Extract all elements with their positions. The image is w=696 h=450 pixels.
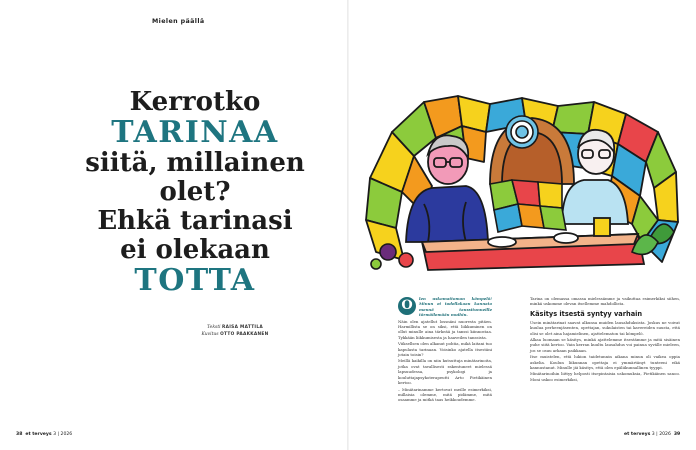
folio-left-page: 38 [16,432,23,437]
folio-right [624,432,680,437]
article-paragraph: Usein minätarinat saavat alkunsa muiden lausahduksista. Joskus ne voivat kuulua perheenjäsenten, opettajan, sukulaisten tai kavereiden suusta, että olisi se olet aina hajamielinen, ajattelematon tai kömpelö. [530,319,680,336]
page-gutter [347,0,349,450]
folio-right-page: 39 [673,432,681,437]
headline-line-5: Ehkä tarinasi [97,206,293,236]
article-paragraph: Itse muistelen, että lukion taidetunnin aikana minun oli vaikea oppia askelia. Koulun liikunnan opettaja ei ymmärtänyt tunteeni eikä kannustanut. Minulle jäi käsitys, että olen epäliikunnallinen tyyppi. [530,354,680,371]
dropcap: O [398,297,416,315]
headline-line-6: ei olekaan [120,235,270,265]
illustration-credit-author: OTTO PAAKKANEN [220,331,269,337]
text-credit-label: Teksti [207,325,221,330]
headline-line-2: TARINAA [111,115,279,150]
folio-left-brand: et terveys [25,432,52,437]
folio-left-issue: 3 | 2026 [53,432,73,437]
article-subhead: Käsitys itsestä syntyy varhain [530,309,643,318]
article-paragraph: Minätarinoihin liittyy helposti itsepintaisia uskomuksia, Pietikäinen sanoo. Moni uskoo esimerkiksi, [530,371,680,382]
article-column-1 [398,296,492,404]
article-paragraph: Meillä kaikilla on niin kutsuttuja minätarinoita, jotka ovat tavallisesti rakentuneet mielessä lapsuudessa, psykologi ja kouluttajapsykoterapeutti Arto Pietikäinen kertoo. [398,358,492,386]
article-paragraph: Näin olen ajatellut lossnäni nuoresta pitäen. Harmillista se on siksi, että liikkuminen on ollut minulle aina tärkeää ja tanssi kiinnostaa. Tykkään liikkumisesta ja haaveilen tanssista. [398,318,492,340]
article-paragraph: Tarina on olemassa omassa mielessämme ja vaikuttaa esimerkiksi siihen, minkä uskomme olevan itsellemme mahdollista. [530,296,680,307]
headline-line-4: olet? [159,177,231,207]
section-label: Mielen päällä [152,18,205,25]
crowd-panes [490,180,566,232]
article-column-2 [530,296,680,383]
illustration-credit-label: Kuvitus [201,331,219,337]
headline-line-1: Kerrotko [129,87,261,117]
credits [150,325,320,338]
headline [60,88,330,297]
text-credit-author: RAISA MATTILA [222,325,263,330]
article-lead: len uskomattoman kömpelö! Minun ei todellakaan kannata mennä tanssitunneille törmäilemään muihin. [419,296,492,318]
headline-line-3: siitä, millainen [85,148,305,178]
article-paragraph: Alkaa luomaan se käsitys, minkä ajattelemme itsestämme ja mitä sisäinen puhe siitä kertoo. Vain kerran kuultu lausahdus voi painua syvälle mieleen, jos se osuu arkaan paikkaan. [530,337,680,353]
folio-right-brand: et terveys [624,432,651,437]
folio-left [16,432,72,437]
target-rings [506,116,538,148]
folio-right-issue: 3 | 2026 [651,432,671,437]
article-paragraph: – Minätarinamme kertovat meille esimerkiksi, millaisia olemme, mitä pidämme, mitä osaamme ja mitkä taas heikkoudemme. [398,386,492,403]
article-paragraph: Viiksellsen olen alkanut pohtia, mikä laitani tuo kapulasta tarinaan. Voisinko ajatella itsestäni jotain toisin? [398,341,492,358]
headline-line-7: TOTTA [134,263,256,298]
stained-glass-illustration [362,92,680,284]
